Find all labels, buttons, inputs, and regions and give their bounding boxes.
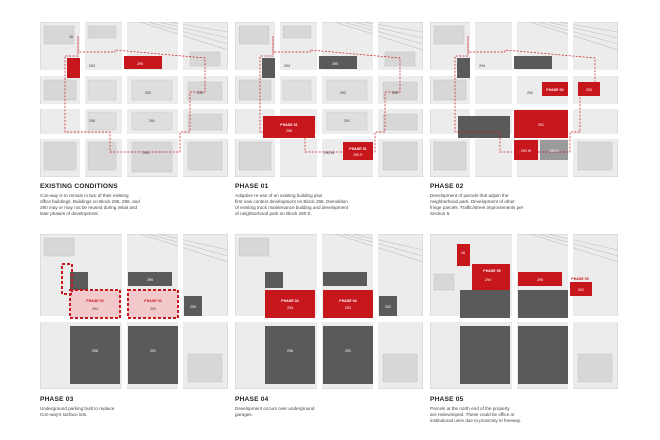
block-label-296: 296 xyxy=(89,119,95,123)
block-label-292: 292 xyxy=(145,91,151,95)
desc-line: Development occurs over underground xyxy=(235,406,315,411)
block-label-293: 293 xyxy=(392,91,398,95)
block-label-293: 293 xyxy=(586,88,592,92)
block-label-291: 291 xyxy=(345,349,351,353)
phase-label: PHASE 04 xyxy=(281,299,299,303)
phase-sub-label: 296 xyxy=(286,129,292,133)
desc-line: fringe parcels. Traffic/street improvements per xyxy=(430,205,524,210)
phase-label: PHASE 03 xyxy=(86,299,104,303)
panel-description xyxy=(235,193,405,217)
phase-03-garage-294 xyxy=(70,290,120,318)
existing-building-294 xyxy=(67,58,80,78)
desc-line: of neighborhood park on Block 290 E. xyxy=(235,211,312,216)
block-label-290w: 290 W xyxy=(323,151,335,155)
block-label-294: 294 xyxy=(485,278,491,282)
desc-line: Adaptive re-use of an existing building plus xyxy=(235,193,323,198)
block-291 xyxy=(128,326,178,384)
block-label-294: 294 xyxy=(479,64,485,68)
phase-label: PHASE 05 xyxy=(483,269,501,273)
block-label-293: 293 xyxy=(190,305,196,309)
panel-title: PHASE 02 xyxy=(430,183,464,190)
site-map-phase-04 xyxy=(235,234,423,389)
block-label-295: 295 xyxy=(332,62,338,66)
block-label-16: 16 xyxy=(461,251,465,255)
panel-phase-05 xyxy=(430,234,618,389)
block-label-292: 292 xyxy=(340,91,346,95)
block-label-291: 291 xyxy=(149,119,155,123)
block-label-293: 293 xyxy=(197,91,203,95)
phase-sub-label: 294 xyxy=(287,306,293,310)
panel-phase-03 xyxy=(40,234,228,389)
phase-04-block-294 xyxy=(265,290,315,318)
block-label-290w: 290 W xyxy=(520,149,532,153)
block-label-291: 291 xyxy=(344,119,350,123)
block-label-294: 294 xyxy=(92,307,98,311)
desc-line: first new context development on Block 296. Demolition xyxy=(235,199,348,204)
phase-01-block-296 xyxy=(263,116,315,138)
desc-line: Section 6. xyxy=(430,211,451,216)
block-296 xyxy=(70,326,120,384)
panel-description xyxy=(40,406,210,418)
desc-line: are redeveloped. These could be office or xyxy=(430,412,515,417)
phase-label: PHASE 02 xyxy=(546,88,564,92)
desc-line: office buildings. Buildings on Block 295, 296, and xyxy=(40,199,140,204)
site-map-phase-01 xyxy=(235,22,423,177)
desc-line: institutional uses due to proximity to freeway. xyxy=(430,418,522,423)
phase-01-block-290e xyxy=(343,142,373,160)
block-label-290: 290 xyxy=(143,151,149,155)
block-label-295: 295 xyxy=(147,278,153,282)
site-map-phase-03 xyxy=(40,234,228,389)
desc-line: Development of parcels that adjoin the xyxy=(430,193,509,198)
desc-line: 290 may or may not be reused during initial and xyxy=(40,205,138,210)
desc-line: of existing truck maintenance building and development xyxy=(235,205,349,210)
panel-title: PHASE 04 xyxy=(235,396,269,403)
block-label-291: 291 xyxy=(150,349,156,353)
phase-label: PHASE 05 xyxy=(571,277,589,281)
phase-label: PHASE 01 xyxy=(349,147,367,151)
site-map-phase-02 xyxy=(430,22,618,177)
building-295 xyxy=(319,56,357,69)
phase-sub-label: 290 E xyxy=(353,153,363,157)
phase-label: PHASE 04 xyxy=(339,299,357,303)
panel-title: PHASE 01 xyxy=(235,183,269,190)
desc-line: later phases of development. xyxy=(40,211,99,216)
block-label-294: 294 xyxy=(89,64,95,68)
panel-description xyxy=(235,406,405,418)
block-label-291: 291 xyxy=(538,123,544,127)
existing-building-295 xyxy=(124,56,162,69)
panel-phase-04 xyxy=(235,234,423,389)
block-label-292: 292 xyxy=(578,288,584,292)
building-294 xyxy=(262,58,275,78)
phase-sub-label: 293 xyxy=(345,306,351,310)
phase-label: PHASE 03 xyxy=(144,299,162,303)
block-label-295: 295 xyxy=(537,278,543,282)
panel-title: PHASE 05 xyxy=(430,396,464,403)
block-label-292: 292 xyxy=(150,307,156,311)
block-label-296: 296 xyxy=(287,349,293,353)
desc-line: Underground parking built to replace xyxy=(40,406,115,411)
panel-title: PHASE 03 xyxy=(40,396,74,403)
desc-line: Parcels at the north end of the property xyxy=(430,406,510,411)
phase-04-block-293 xyxy=(323,290,373,318)
desc-line: garages. xyxy=(235,412,253,417)
desc-line: neighborhood park. Development of other xyxy=(430,199,515,204)
block-label-294: 294 xyxy=(284,64,290,68)
site-map-phase-05 xyxy=(430,234,618,389)
panel-description xyxy=(40,193,210,217)
block-label-292: 292 xyxy=(527,91,533,95)
block-label-16: 16 xyxy=(69,35,73,39)
desc-line: Con-way's surface lots. xyxy=(40,412,88,417)
block-label-290e: 290 E xyxy=(549,149,559,153)
panel-existing-conditions xyxy=(40,22,228,177)
block-label-296: 296 xyxy=(92,349,98,353)
panel-phase-02 xyxy=(430,22,618,177)
desc-line: Con-way is to remain in two of their existing xyxy=(40,193,129,198)
site-map-existing xyxy=(40,22,228,177)
phase-03-garage-292 xyxy=(128,290,178,318)
panel-title: EXISTING CONDITIONS xyxy=(40,183,118,190)
phase-05-block-16 xyxy=(457,244,470,266)
block-label-295: 295 xyxy=(137,62,143,66)
phase-05-block-294 xyxy=(472,264,510,290)
panel-description xyxy=(430,406,600,424)
block-label-292: 292 xyxy=(385,305,391,309)
phase-label: PHASE 01 xyxy=(280,123,298,127)
panel-description xyxy=(430,193,600,217)
panel-phase-01 xyxy=(235,22,423,177)
